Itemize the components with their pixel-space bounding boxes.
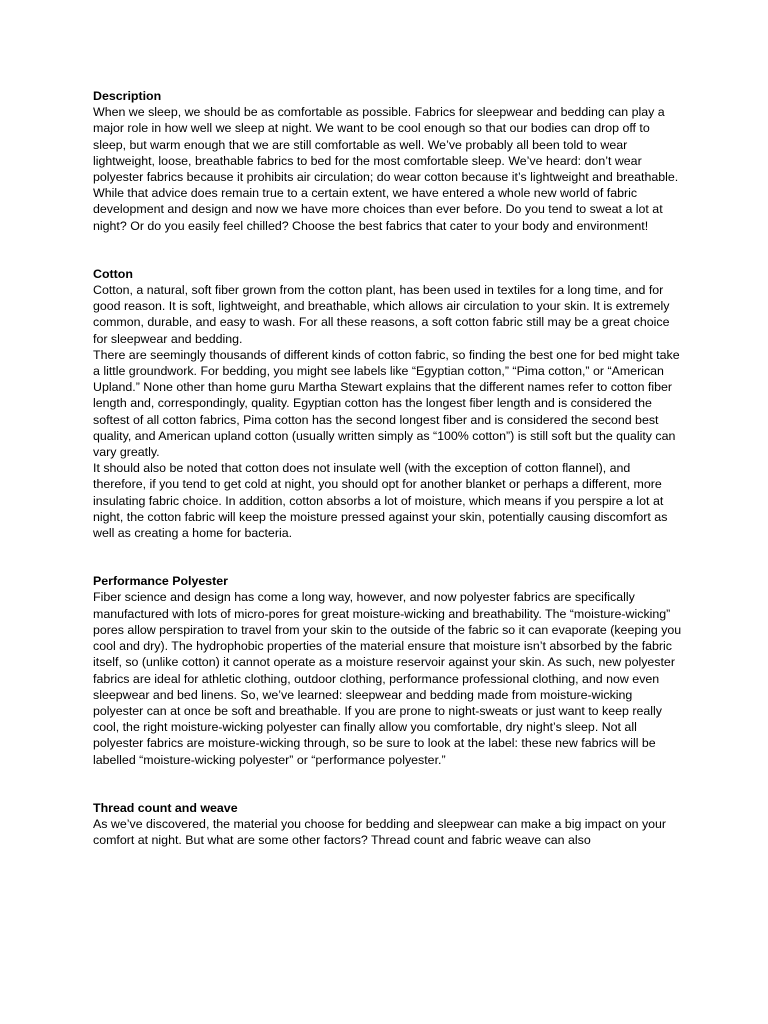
section-heading: Cotton <box>93 266 133 281</box>
paragraph: It should also be noted that cotton does not insulate well (with the exception of cotton flannel), and therefore, if you tend to get cold at night, you should opt for another blanket or perhaps a different, more insulating fabric choice. In addition, cotton absorbs a lot of moisture, which means if you perspire a lot at night, the cotton fabric will keep the moisture pressed against your skin, potentially causing discomfort as well as creating a home for bacteria. <box>93 461 668 541</box>
document-body <box>93 88 683 848</box>
section-heading: Performance Polyester <box>93 574 228 589</box>
paragraph: When we sleep, we should be as comfortable as possible. Fabrics for sleepwear and bedding can play a major role in how well we sleep at night. We want to be cool enough so that our bodies can drop off to sleep, but warm enough that we are still comfortable as well. We’ve probably all been told to wear lightweight, loose, breathable fabrics to bed for the most comfortable sleep. We’ve heard: don’t wear polyester fabrics because it prohibits air circulation; do wear cotton because it’s lightweight and breathable. <box>93 105 679 185</box>
section-heading: Description <box>93 89 162 103</box>
paragraph: Cotton, a natural, soft fiber grown from the cotton plant, has been used in textiles for a long time, and for good reason. It is soft, lightweight, and breathable, which allows air circulation to your skin. It is extremely common, durable, and easy to wash. For all these reasons, a soft cotton fabric still may be a great choice for sleepwear and bedding. <box>93 283 670 346</box>
paragraph: Fiber science and design has come a long way, however, and now polyester fabrics are specifically manufactured with lots of micro-pores for great moisture-wicking and breathability. The “moisture-wicking” pores allow perspiration to travel from your skin to the outside of the fabric so it can evaporate (keeping you cool and dry). The hydrophobic properties of the material ensure that moisture isn’t absorbed by the fabric itself, so (unlike cotton) it cannot operate as a moisture reservoir against your skin. As such, new polyester fabrics are ideal for athletic clothing, outdoor clothing, performance professional clothing, and now even sleepwear and bed linens. So, we’ve learned: sleepwear and bedding made from moisture-wicking polyester can at once be soft and breathable. If you are prone to night-sweats or just want to keep really cool, the right moisture-wicking polyester can finally allow you comfortable, dry night’s sleep. Not all polyester fabrics are moisture-wicking through, so be sure to look at the label: these new fabrics will be labelled “moisture-wicking polyester” or “performance polyester.” <box>93 590 682 767</box>
paragraph: There are seemingly thousands of different kinds of cotton fabric, so finding the best one for bed might take a little groundwork. For bedding, you might see labels like “Egyptian cotton,” “Pima cotton,” or “American Upland.” None other than home guru Martha Stewart explains that the different names refer to cotton fiber length and, correspondingly, quality. Egyptian cotton has the longest fiber length and is considered the softest of all cotton fabrics, Pima cotton has the second longest fiber and is considered the second best quality, and American upland cotton (usually written simply as “100% cotton”) is still soft but the quality can vary greatly. <box>93 347 680 460</box>
section-spacer <box>93 768 683 800</box>
section-thread-count <box>93 800 683 849</box>
paragraph: As we’ve discovered, the material you choose for bedding and sleepwear can make a big impact on your comfort at night. But what are some other factors? Thread count and fabric weave can also <box>93 816 667 848</box>
section-cotton <box>93 266 683 541</box>
section-spacer <box>93 234 683 266</box>
section-description <box>93 88 683 234</box>
section-performance-polyester <box>93 573 683 767</box>
section-spacer <box>93 541 683 573</box>
section-heading: Thread count and weave <box>93 800 238 815</box>
paragraph: While that advice does remain true to a certain extent, we have entered a whole new world of fabric development and design and now we have more choices than ever before. Do you tend to sweat a lot at night? Or do you easily feel chilled? Choose the best fabrics that cater to your body and environment! <box>93 186 663 233</box>
